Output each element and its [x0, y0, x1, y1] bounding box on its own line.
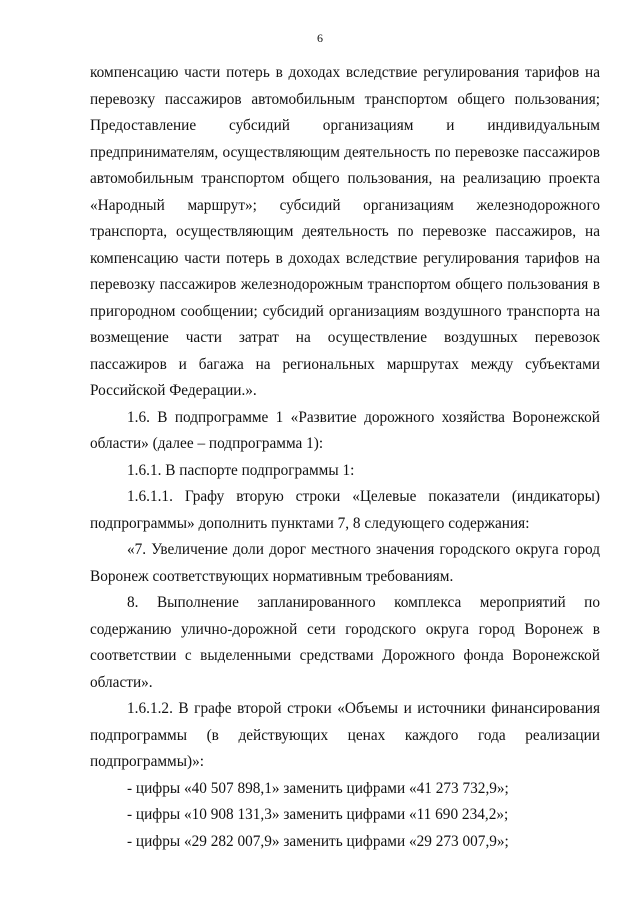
- paragraph-continuation: компенсацию части потерь в доходах вследствие регулирования тарифов на перевозку пассажиров автомобильным транспортом общего пользования; Предоставление субсидий организациям и индивидуальным предпринимателям, осуществляющим деятельность по перевозке пассажиров автомобильным транспортом общего пользования, на реализацию проекта «Народный маршрут»; субсидий организациям железнодорожного транспорта, осуществляющим деятельность по перевозке пассажиров, на компенсацию части потерь в доходах вследствие регулирования тарифов на перевозку пассажиров железнодорожным транспортом общего пользования в пригородном сообщении; субсидий организациям воздушного транспорта на возмещение части затрат на осуществление воздушных перевозок пассажиров и багажа на региональных маршрутах между субъектами Российской Федерации.».: [90, 64, 600, 399]
- paragraph-1-6-1-2: 1.6.1.2. В графе второй строки «Объемы и источники финансирования подпрограммы (в действующих ценах каждого года реализации подпрограммы)»:: [90, 700, 600, 770]
- paragraph-item-8: 8. Выполнение запланированного комплекса мероприятий по содержанию улично-дорожной сети городского округа город Воронеж в соответствии с выделенными средствами Дорожного фонда Воронежской области».: [90, 594, 600, 691]
- paragraph-item-7: «7. Увеличение доли дорог местного значения городского округа город Воронеж соответствующих нормативным требованиям.: [90, 541, 600, 585]
- list-item-replacement-2: - цифры «10 908 131,3» заменить цифрами «11 690 234,2»;: [127, 806, 509, 823]
- paragraph-1-6-1-1: 1.6.1.1. Графу вторую строки «Целевые показатели (индикаторы) подпрограммы» дополнить пунктами 7, 8 следующего содержания:: [90, 488, 600, 532]
- paragraph-1-6: 1.6. В подпрограмме 1 «Развитие дорожного хозяйства Воронежской области» (далее – подпрограмма 1):: [90, 408, 600, 452]
- page-number: 6: [317, 31, 323, 45]
- list-item-replacement-3: - цифры «29 282 007,9» заменить цифрами «29 273 007,9»;: [127, 832, 509, 850]
- paragraph-1-6-1: 1.6.1. В паспорте подпрограммы 1:: [127, 461, 355, 479]
- list-item-replacement-1: - цифры «40 507 898,1» заменить цифрами «41 273 732,9»;: [127, 779, 509, 797]
- document-body: [90, 60, 600, 855]
